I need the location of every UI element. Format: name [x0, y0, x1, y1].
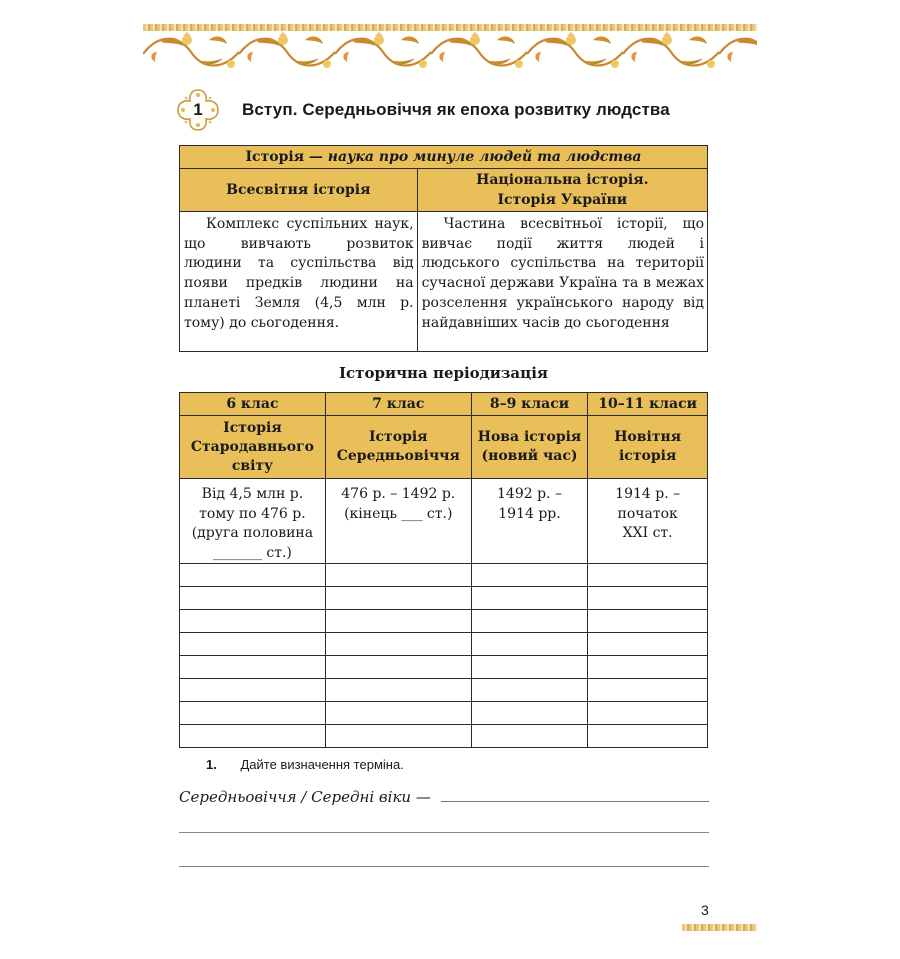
grade-cell: 10–11 класи — [588, 393, 708, 416]
date-line-fill-blank[interactable]: _______ ст.) — [212, 544, 292, 561]
empty-table-row — [180, 610, 708, 633]
ornamental-top-border — [143, 24, 757, 72]
floral-scroll-icon — [143, 32, 757, 72]
empty-cell[interactable] — [588, 587, 708, 610]
empty-cell[interactable] — [471, 725, 588, 748]
empty-cell[interactable] — [588, 610, 708, 633]
dates-cell[interactable] — [180, 479, 326, 564]
empty-cell[interactable] — [471, 702, 588, 725]
date-line: Від 4,5 млн р. — [201, 486, 304, 502]
table-header-row — [180, 169, 708, 212]
period-line: Середньовіччя — [336, 448, 460, 464]
empty-table-row — [180, 725, 708, 748]
title-italic-text: наука про минуле людей та людства — [327, 149, 642, 165]
definition-text: Частина всесвітньої історії, що вивчає події життя людей і людського суспільства на території сучасної держави Україна та в межах розселення українського народу від найдавніших часів до сьогодення — [421, 216, 704, 331]
empty-cell[interactable] — [588, 702, 708, 725]
dates-cell — [471, 479, 588, 564]
history-definition-table — [179, 145, 708, 352]
empty-cell[interactable] — [588, 564, 708, 587]
ornament-footer-strip — [682, 924, 757, 931]
term-label: Середньовіччя / Середні віки — — [179, 788, 431, 806]
empty-cell[interactable] — [325, 725, 471, 748]
empty-cell[interactable] — [325, 656, 471, 679]
empty-cell[interactable] — [325, 633, 471, 656]
title-bold-text: Історія — — [245, 149, 323, 165]
empty-cell[interactable] — [180, 656, 326, 679]
period-cell — [471, 416, 588, 479]
empty-cell[interactable] — [180, 702, 326, 725]
period-line: (новий час) — [481, 448, 578, 464]
exercise-number: 1. — [206, 757, 217, 772]
empty-cell[interactable] — [180, 633, 326, 656]
dates-row — [180, 479, 708, 564]
empty-cell[interactable] — [471, 587, 588, 610]
period-line: Нова історія — [477, 429, 582, 445]
page-number: 3 — [701, 902, 709, 918]
date-line: 1914 р. – — [615, 486, 681, 502]
grade-header-row — [180, 393, 708, 416]
date-line: тому по 476 р. — [199, 505, 306, 522]
column-heading-world-history — [180, 169, 418, 212]
grade-cell: 6 клас — [180, 393, 326, 416]
date-line: XXI ст. — [622, 525, 673, 541]
table-body-row — [180, 212, 708, 352]
empty-cell[interactable] — [180, 679, 326, 702]
term-definition-line — [179, 787, 709, 806]
exercise-text: Дайте визначення терміна. — [240, 757, 404, 772]
empty-cell[interactable] — [471, 656, 588, 679]
empty-cell[interactable] — [471, 610, 588, 633]
empty-table-row — [180, 679, 708, 702]
empty-cell[interactable] — [588, 679, 708, 702]
empty-cell[interactable] — [471, 633, 588, 656]
world-history-definition — [180, 212, 418, 352]
periodization-title: Історична періодизація — [339, 364, 548, 382]
period-line: світу — [231, 457, 274, 474]
period-header-row — [180, 416, 708, 479]
empty-cell[interactable] — [325, 610, 471, 633]
period-cell — [588, 416, 708, 479]
chapter-header — [174, 86, 670, 134]
dates-cell — [588, 479, 708, 564]
chapter-number-badge — [174, 86, 222, 134]
empty-cell[interactable] — [325, 564, 471, 587]
date-line: 1492 р. – — [497, 486, 562, 502]
date-line: 1914 рр. — [498, 505, 561, 522]
heading-line: Національна історія. — [476, 172, 649, 188]
period-line: Історія — [368, 429, 428, 445]
date-line: (друга половина — [191, 525, 314, 541]
answer-blank-3[interactable] — [179, 866, 709, 867]
heading-line: Всесвітня історія — [226, 182, 371, 198]
empty-table-row — [180, 633, 708, 656]
column-heading-national-history — [417, 169, 707, 212]
date-line-fill-blank[interactable]: (кінець ___ ст.) — [344, 505, 453, 522]
answer-blank-2[interactable] — [179, 832, 709, 833]
empty-cell[interactable] — [180, 610, 326, 633]
empty-cell[interactable] — [180, 587, 326, 610]
period-line: Новітня — [614, 429, 682, 445]
period-cell — [180, 416, 326, 479]
empty-cell[interactable] — [471, 564, 588, 587]
grade-cell: 8–9 класи — [471, 393, 588, 416]
empty-table-row — [180, 587, 708, 610]
definition-text: Комплекс суспільних наук, що вивчають розвиток людини та суспільства від появи предків людини на планеті Земля (4,5 млн р. тому) до сьогодення. — [184, 216, 414, 331]
empty-cell[interactable] — [588, 656, 708, 679]
empty-cell[interactable] — [325, 702, 471, 725]
period-line: Історія — [223, 419, 282, 436]
chapter-title: Вступ. Середньовіччя як епоха розвитку людства — [242, 100, 670, 119]
empty-cell[interactable] — [325, 587, 471, 610]
empty-table-row — [180, 702, 708, 725]
dates-cell[interactable] — [325, 479, 471, 564]
period-line: історія — [618, 448, 677, 464]
period-cell — [325, 416, 471, 479]
empty-table-row — [180, 656, 708, 679]
chapter-number: 1 — [193, 100, 203, 119]
heading-line: Історія України — [497, 192, 628, 208]
periodization-table — [179, 392, 708, 748]
empty-cell[interactable] — [180, 564, 326, 587]
answer-blank-1[interactable] — [441, 787, 709, 802]
empty-cell[interactable] — [588, 633, 708, 656]
empty-cell[interactable] — [180, 725, 326, 748]
empty-cell[interactable] — [588, 725, 708, 748]
national-history-definition — [417, 212, 707, 352]
exercise-instruction — [206, 757, 404, 772]
table-title-row — [180, 146, 708, 169]
date-line: 476 р. – 1492 р. — [341, 486, 456, 502]
period-line: Стародавнього — [190, 438, 314, 455]
empty-table-row — [180, 564, 708, 587]
table-title-cell — [180, 146, 708, 169]
empty-cell[interactable] — [471, 679, 588, 702]
grade-cell: 7 клас — [325, 393, 471, 416]
empty-cell[interactable] — [325, 679, 471, 702]
date-line: початок — [617, 505, 678, 522]
ornament-strip — [143, 24, 757, 31]
